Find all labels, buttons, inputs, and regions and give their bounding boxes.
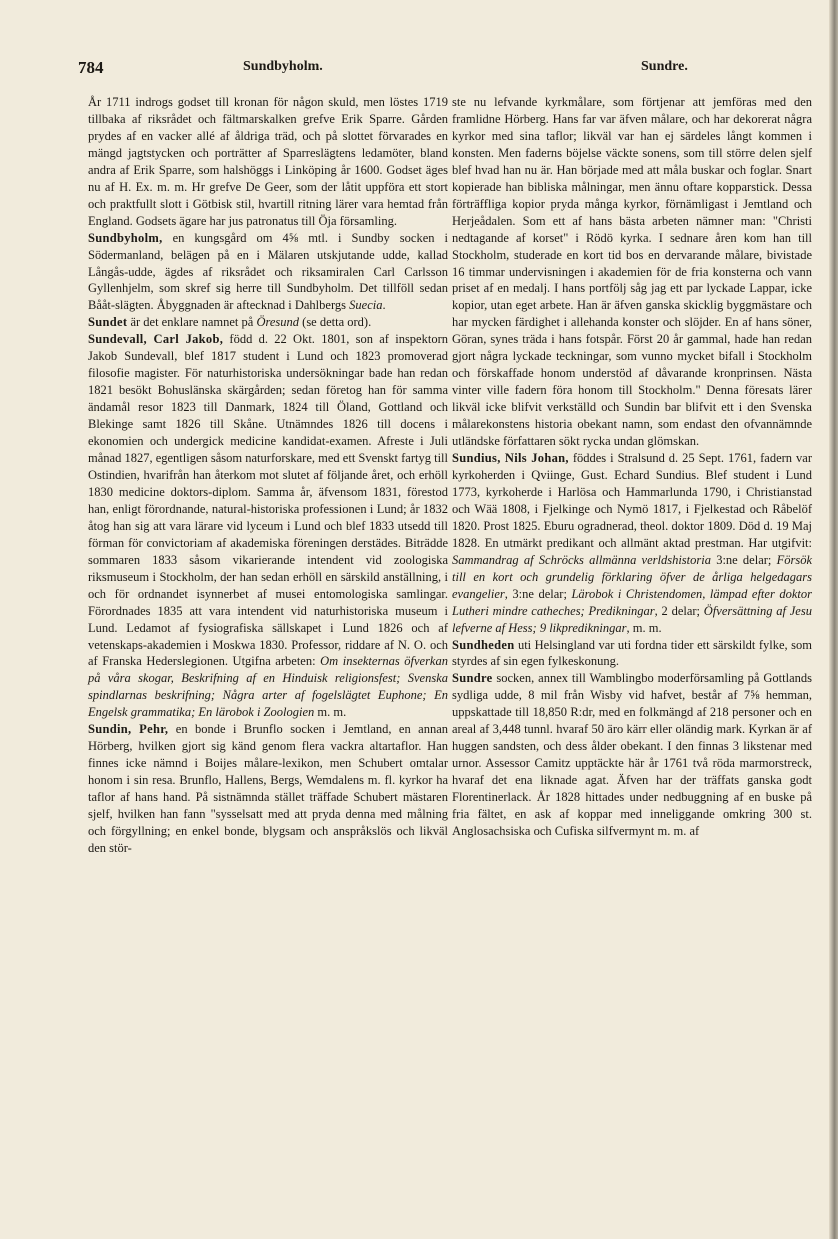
running-head-left: Sundbyholm. [243,59,323,74]
entry-sundius: Sundius, Nils Johan, föddes i Stralsund d. 25 Sept. 1761, fadern var kyrkoherden i Qviinge, Gust. Echard Sundius. Blef student i Lund 1773, kyrkoherde i Harlösa och Hammarlunda 1790, i Christianstad och Wää 1808, i Fjelkinge och Nymö 1817, i Fjelkestad och Råbelöf 1820. Prost 1825. Eburu ogradnerad, theol. doktor 1809. Död d. 19 Maj 1828. En utmärkt predikant och allmänt aktad prestman. Har utgifvit: Sammandrag af Schröcks allmänna verldshistoria 3:ne delar; Försök till en kort och grundelig förklaring öfver de årliga helgedagars evangelier, 3:ne delar; Lärobok i Christendomen, lämpad efter doktor Lutheri mindre catheches; Predikningar, 2 delar; Öfversättning af Jesu lefverne af Hess; 9 likpredikningar, m. m. [452,451,813,635]
entry-sundevall: Sundevall, Carl Jakob, född d. 22 Okt. 1801, son af inspektorn Jakob Sundevall, blef 1817 student i Lund och 1823 promoverad filosofie magister. För naturhistoriska undersökningar bade han redan 1821 besökt Bohuslänska skärgården; sedan företog han för samma ändamål resor 1823 till Danmark, 1824 till Öland, Gottland och Blekinge samt 1826 till Skåne. Utnämndes 1826 till docens i ekonomien och undergick medicine kandidat-examen. Afreste i Juli månad 1827, egentligen såsom naturforskare, med ett Svenskt fartyg till Ostindien, hvarifrån han återkom mot slutet af följande året, och erhöll 1830 medicine doktors-diplom. Samma år, äfvensom 1831, förestod han, enligt förordnande, natural-historiska professionen i Lund; år 1832 åtog han sig att vara lärare vid lyceum i Lund och blef 1833 utsedd till förman för convictoriam af akademiska föreningen derstädes. Biträdde sommaren 1833 såsom vikarierande intendent vid zoologiska riksmuseum i Stockholm, der han sedan erhöll en särskild anställning, i och för ordnandet isynnerbet af musei entomologiska samlingar. Förordnades 1835 att vara intendent vid naturhistoriska museum i Lund. Ledamot af fysiografiska sällskapet i Lund 1826 och af vetenskaps-akademien i Moskwa 1830. Professor, riddare af N. O. och af Franska Hederslegionen. Utgifna arbeten: Om insekternas öfverkan på våra skogar, Beskrifning af en Hinduisk religionsfest; Svenska spindlarnas beskrifning; Några arter af fogelslägtet Euphone; En Engelsk grammatika; En lärobok i Zoologien m. m. [88,332,448,720]
running-head-right: Sundre. [641,59,688,74]
right-column [452,94,812,840]
headword: Sundre [452,671,493,686]
left-column [88,94,448,857]
headword: Sundheden [452,637,515,652]
entry-sundbyholm: Sundbyholm, en kungsgård om 4⅝ mtl. i Sundby socken i Södermanland, belägen på en i Mälaren utskjutande udde, kallad Långås-udde, ägdes af riksrådet och riksamiralen Carl Carlsson Gyllenhjelm, som skref sig herre till Sundbyholm. Det tillföll sedan Bååt-slägten. Åbyggnaden är aftecknad i Dahlbergs Suecia. [88,230,448,313]
entry-sundre: Sundre socken, annex till Wamblingbo moderförsamling på Gottlands sydliga udde, 8 mil från Wisby vid hafvet, består af 7⅝ hemman, uppskattade till 18,850 R:dr, med en folkmängd af 218 personer och en areal af 3,448 tunnl. hvaraf 50 äro kärr eller oländig mark. Kyrkan är af huggen sandsten, och dess ålder obekant. I den finnas 3 likstenar med urnor. Assessor Camitz upptäckte här år 1761 två röda marmorstreck, hvaraf det ena liknade agat. Äfven har der träffats ganska godt Florentinerlack. År 1828 hittades under nedbuggning af en buske på fria fältet, en ask af koppar med inneliggande omkring 300 st. Anglosachsiska och Cufiska silfvermynt m. m. af [452,671,812,838]
page-edge [829,0,838,1239]
headword: Sundet [88,315,128,330]
entry-sundheden: Sundheden uti Helsingland var uti fordna tider ett särskildt fylke, som styrdes af sin egen fylkeskonung. [452,637,812,669]
entry-sundin: Sundin, Pehr, en bonde i Brunflo socken i Jemtland, en annan Hörberg, hvilken gjort sig känd genom flera vackra altartaflor. Han finnes icke nämnd i Boijes målare-lexikon, men Schubert omtalar honom i sin resa. Brunflo, Hallens, Bergs, Wemdalens m. fl. kyrkor ha taflor af hans hand. På sistnämnda stället träffade Schubert mästaren sjelf, hvilken han fann "sysselsatt med att pryda denna med målning och förgyllning; en enkel bonde, blygsam och anspråkslös och likväl den stör- [88,722,448,855]
headword: Sundevall, Carl Jakob, [88,332,224,347]
page-number: 784 [78,58,104,77]
entry-sundet: Sundet är det enklare namnet på Öresund (se detta ord). [88,315,372,330]
entry-continuation: År 1711 indrogs godset till kronan för någon skuld, men löstes 1719 tillbaka af riksrådet och fältmarskalken grefve Erik Sparre. Gården prydes af en vacker allé af åldriga träd, och på slottet förvarades en mängd jagtstycken och porträtter af Sparreslägtens ledamöter, bland andra af Erik Sparre, som halshöggs i Linköping år 1600. Godset äges nu af H. Ex. m. m. Hr grefve De Geer, som der låtit uppföra ett stort och praktfullt slott i Götbisk stil, hvartill ritning lärer vara hemtad från England. Godsets ägare har jus patronatus till Öja församling. [88,95,448,228]
entry-continuation: ste nu lefvande kyrkmålare, som förtjenar att jemföras med den framlidne Hörberg. Hans far var äfven målare, och har dekorerat några kyrkor med sina taflor; likväl var han ej särdeles långt kommen i konsten. Men faderns böjelse väckte sonens, som till större delen sjelf blef hvad han nu är. Han började med att måla buskar och foglar. Snart kopierade han bibliska målningar, men ännu oftare kopparstick. Dessa förträffliga kopior pryda många kyrkor, förnämligast i Jemtland och Herjeådalen. Som ett af hans bästa arbeten nämner man: "Christi nedtagande af korset" i Rödö kyrka. I sednare åren kom han till Stockholm, studerade en kort tid bos en dervarande målare, bivistade 16 timmar undervisningen i akademien för de fria konsterna och vann priset af en medalj. I hans portfölj såg jag ett par lyckade Lappar, icke kopior, utan eget arbete. Han är äfven ganska skicklig byggmästare och har mycken färdighet i allehanda konster och slöjder. En af hans söner, Göran, synes träda i hans fotspår. Först 20 år gammal, hade han redan gjort några lyckade teckningar, som vunno mycket bifall i Stockholm och förskaffade honom understöd af dåvarande kronprinsen. Nästa vinter ville fadern föra honom till Stockholm." Denna föresats lärer likväl icke blifvit verkställd och Sundin bar blifvit ett i den Svenska målarekonstens historia obekant namn, som endast den ofvannämnde utländske författaren sökt rycka undan glömskan. [452,95,812,449]
headword: Sundbyholm, [88,230,163,245]
headword: Sundin, Pehr, [88,722,169,737]
headword: Sundius, Nils Johan, [452,451,569,466]
page-header [78,58,796,84]
